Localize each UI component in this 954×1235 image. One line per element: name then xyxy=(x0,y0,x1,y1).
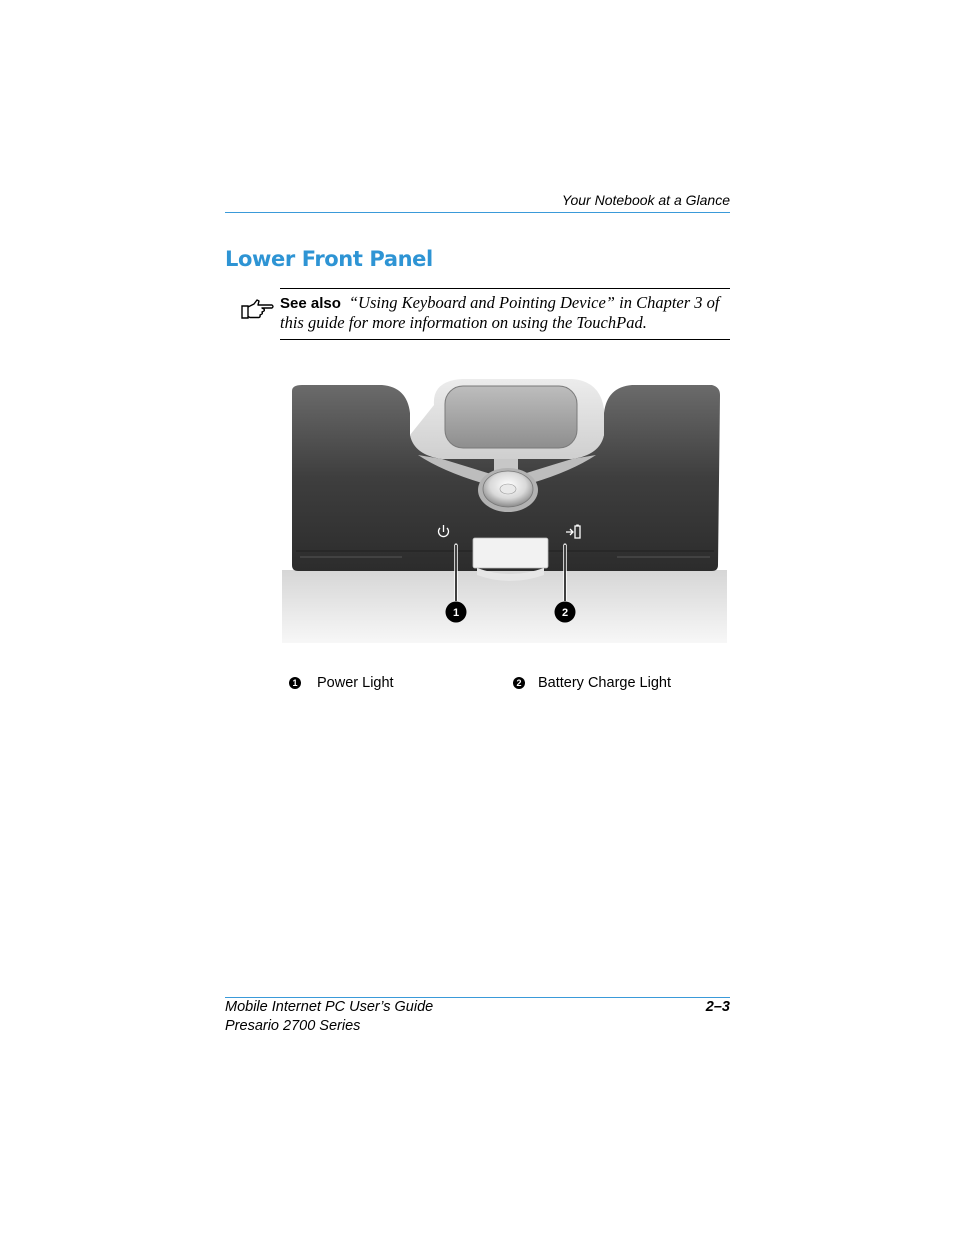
lower-front-panel-figure xyxy=(282,375,727,643)
caption-power-light xyxy=(289,674,394,692)
page-number: 2–3 xyxy=(705,999,730,1015)
footer-guide-title: Mobile Internet PC User’s Guide xyxy=(225,999,434,1015)
see-also-label: See also xyxy=(280,295,341,312)
footer-series: Presario 2700 Series xyxy=(225,1018,361,1034)
caption-label: Power Light xyxy=(317,675,394,691)
caption-number: 1 xyxy=(289,677,301,689)
caption-label: Battery Charge Light xyxy=(538,675,671,691)
note-rule-top xyxy=(280,288,730,289)
footer-title xyxy=(225,998,433,1036)
callout-number: 1 xyxy=(452,607,460,619)
caption-number: 2 xyxy=(513,677,525,689)
caption-battery-charge-light xyxy=(513,674,671,692)
callout-number: 2 xyxy=(561,607,569,619)
header-rule xyxy=(225,212,730,213)
pointing-hand-icon xyxy=(241,298,275,320)
running-head: Your Notebook at a Glance xyxy=(561,192,730,208)
note-rule-bottom xyxy=(280,339,730,340)
section-title: Lower Front Panel xyxy=(225,247,433,271)
see-also-note xyxy=(280,294,732,332)
see-also-text: “Using Keyboard and Pointing Device” in Chapter 3 of this guide for more information on using the TouchPad. xyxy=(280,293,720,332)
